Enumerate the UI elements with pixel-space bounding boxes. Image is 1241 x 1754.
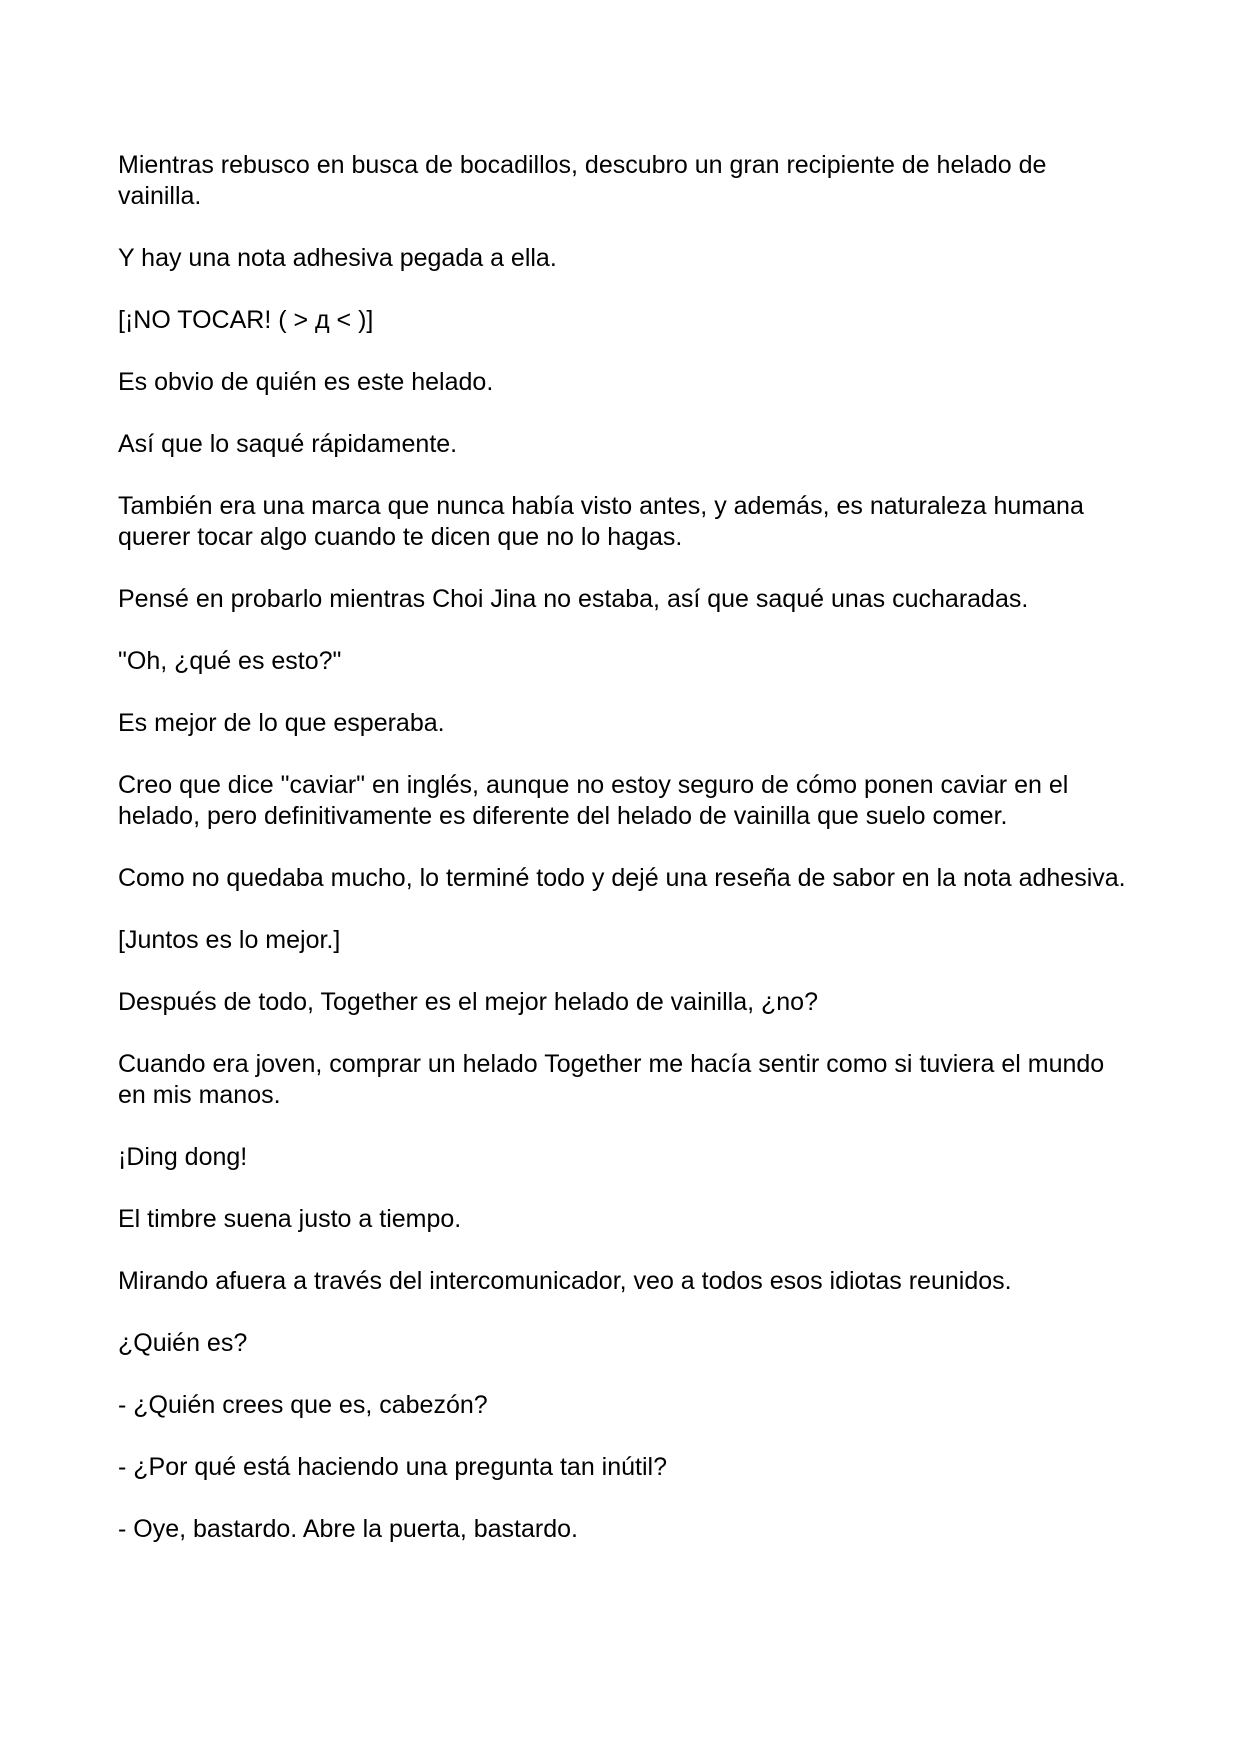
paragraph: También era una marca que nunca había visto antes, y además, es naturaleza humana querer tocar algo cuando te dicen que no lo hagas. — [118, 492, 1084, 551]
paragraph: ¿Quién es? — [118, 1329, 248, 1357]
paragraph: "Oh, ¿qué es esto?" — [118, 647, 342, 675]
paragraph: Mientras rebusco en busca de bocadillos, descubro un gran recipiente de helado de vainilla. — [118, 151, 1047, 210]
paragraph: Después de todo, Together es el mejor helado de vainilla, ¿no? — [118, 988, 818, 1016]
document-body — [118, 150, 1128, 1576]
paragraph: Creo que dice "caviar" en inglés, aunque no estoy seguro de cómo ponen caviar en el helado, pero definitivamente es diferente del helado de vainilla que suelo comer. — [118, 771, 1069, 830]
paragraph: Mirando afuera a través del intercomunicador, veo a todos esos idiotas reunidos. — [118, 1267, 1012, 1295]
paragraph: - Oye, bastardo. Abre la puerta, bastardo. — [118, 1515, 578, 1543]
paragraph: Y hay una nota adhesiva pegada a ella. — [118, 244, 557, 272]
paragraph: - ¿Por qué está haciendo una pregunta tan inútil? — [118, 1453, 667, 1481]
paragraph: Cuando era joven, comprar un helado Together me hacía sentir como si tuviera el mundo en mis manos. — [118, 1050, 1105, 1109]
paragraph: Como no quedaba mucho, lo terminé todo y dejé una reseña de sabor en la nota adhesiva. — [118, 864, 1126, 892]
paragraph: ¡Ding dong! — [118, 1143, 248, 1171]
paragraph: Pensé en probarlo mientras Choi Jina no estaba, así que saqué unas cucharadas. — [118, 585, 1029, 613]
paragraph: El timbre suena justo a tiempo. — [118, 1205, 462, 1233]
paragraph: Es obvio de quién es este helado. — [118, 368, 494, 396]
paragraph: [Juntos es lo mejor.] — [118, 926, 341, 954]
paragraph: - ¿Quién crees que es, cabezón? — [118, 1391, 488, 1419]
paragraph: Así que lo saqué rápidamente. — [118, 430, 458, 458]
paragraph: [¡NO TOCAR! ( > д < )] — [118, 306, 374, 334]
paragraph: Es mejor de lo que esperaba. — [118, 709, 445, 737]
